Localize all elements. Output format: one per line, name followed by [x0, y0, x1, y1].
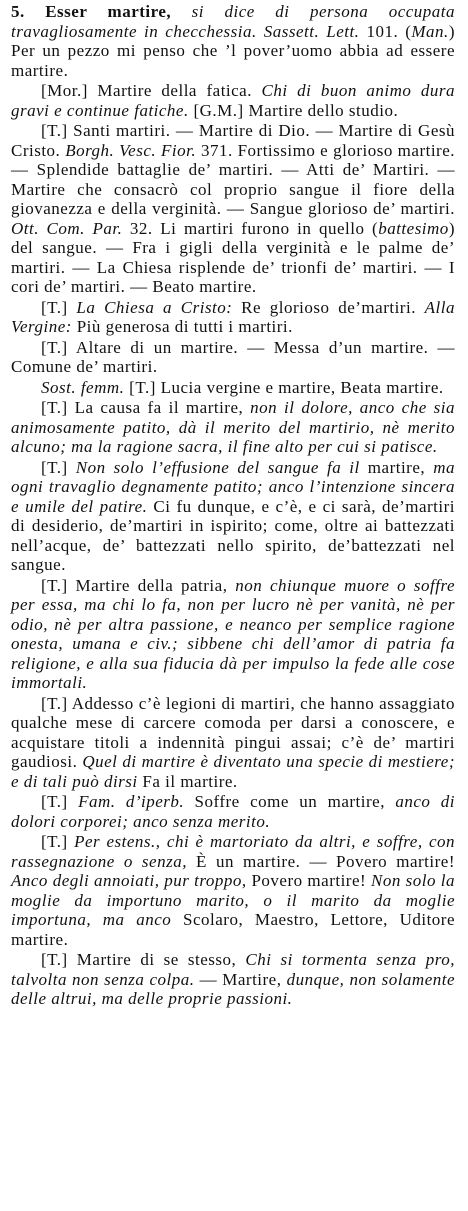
run: Scolaro, Maestro, Lettore, Uditore martire. — [11, 910, 455, 949]
run: La Chiesa a Cristo: — [76, 297, 233, 317]
run: battesimo — [378, 218, 449, 238]
run: [T.] — [41, 792, 79, 811]
paragraph-1 — [11, 2, 455, 80]
run: Non solo l’effusione del sangue fa il — [75, 457, 360, 477]
run: [G.M.] Martire dello studio. — [188, 100, 399, 120]
paragraph-6 — [11, 378, 455, 398]
paragraph-10 — [11, 694, 455, 792]
paragraph-13 — [11, 950, 455, 1009]
run: martire, — [359, 457, 434, 477]
run: [Mor.] Martire della fatica. — [41, 81, 262, 100]
run: — Martire, — [194, 969, 287, 989]
run: anco di dolori corporei; anco senza merito. — [11, 792, 455, 831]
run: È un martire. — Povero martire! — [186, 851, 455, 871]
paragraph-2 — [11, 81, 455, 120]
run: si dice di persona occupata travagliosamente in checchessia. Sassett. Lett. — [11, 2, 456, 41]
run: Fam. d’iperb. — [78, 792, 185, 811]
run: [T.] Altare di un martire. — Messa d’un martire. — Comune de’ martiri. — [11, 337, 455, 376]
run: 32. Li martiri furono in quello ( — [122, 218, 379, 238]
run: Anco degli annoiati, pur troppo, — [11, 871, 247, 890]
run: Non solo la moglie da importuno marito, o il marito da moglie importuna, ma anco — [11, 871, 455, 929]
paragraph-5 — [11, 338, 455, 377]
run: [T.] Addesso c’è legioni di martiri, che hanno assaggiato qualche mese di carcere comoda per darsi a conoscere, e acquistare titoli a indennità pingui assai; c’è de’ martiri gaudiosi. — [11, 693, 455, 771]
run: Più generosa di tutti i martiri. — [71, 317, 293, 336]
run: Ott. Com. Par. — [11, 218, 123, 238]
paragraph-7 — [11, 398, 455, 457]
run: Chi di buon animo dura gravi e continue fatiche. — [11, 81, 456, 120]
run: non chiunque muore o soffre per essa, ma chi lo fa, non per lucro nè per vanità, nè per odio, nè per altra passione, e neanco per semplice ragione onesta, umana e civ.; sibbene chi dell’amor di patria fa religione, e alla sua fiducia dà per impulso la fede alle cose immortali. — [11, 575, 455, 692]
run: Alla Vergine: — [11, 297, 456, 336]
run: ) del sangue. — Fra i gigli della verginità e le palme de’ martiri. — La Chiesa risplende de’ trionfi de’ martiri. — I cori de’ martiri. — Beato martire. — [11, 218, 455, 296]
run: Borgh. Vesc. Fior. — [65, 140, 197, 160]
run: [T.] — [41, 297, 77, 317]
paragraph-12 — [11, 832, 455, 949]
run: Fa il martire. — [137, 771, 238, 791]
run: Quel di martire è diventato una specie di mestiere; e di tali può dirsi — [11, 752, 455, 791]
run: [T.] Martire della patria, — [41, 575, 236, 595]
run: Re glorioso de’martiri. — [232, 297, 425, 317]
run: Ci fu dunque, e c’è, e ci sarà, de’martiri di desiderio, de’martiri in ispirito; come, oltre ai battezzati nell’acque, de’ battezzati nello spirito, de’battezzati nel sangue. — [11, 496, 456, 574]
run: [T.] — [41, 457, 76, 477]
run: Per estens., chi è martoriato da altri, e soffre, con rassegnazione o senza, — [11, 832, 455, 871]
run: Povero martire! — [246, 871, 371, 890]
run: [T.] Martire di se stesso, — [41, 950, 246, 969]
entry-heading: 5. Esser martire, — [11, 2, 192, 21]
run: [T.] — [41, 832, 75, 851]
run: non il dolore, anco che sia animosamente patito, dà il merito del martirio, nè merito alcuno; ma la ragione sacra, il fine alto per cui si patisce. — [11, 398, 455, 456]
run: [T.] Santi martiri. — Martire di Dio. — Martire di Gesù Cristo. — [11, 121, 455, 160]
paragraph-3 — [11, 121, 455, 297]
run: Sost. femm. — [41, 377, 125, 397]
run: [T.] La causa fa il martire, — [41, 398, 251, 417]
paragraph-9 — [11, 576, 455, 693]
run: ma ogni travaglio degnamente patito; anco l’intenzione sincera e umile del patire. — [11, 457, 455, 516]
run: Man. — [411, 21, 449, 41]
run: Soffre come un martire, — [184, 792, 396, 811]
run: [T.] Lucia vergine e martire, Beata martire. — [124, 377, 444, 397]
paragraph-4 — [11, 298, 455, 337]
paragraph-11 — [11, 792, 455, 831]
run: dunque, non solamente delle altrui, ma delle proprie passioni. — [11, 969, 456, 1008]
run: 101. ( — [366, 21, 412, 41]
run: ) Per un pezzo mi penso che ’l pover’uomo abbia ad essere martire. — [11, 21, 455, 80]
paragraph-8 — [11, 458, 455, 575]
run: 371. Fortissimo e glorioso martire. — Splendide battaglie de’ martiri. — Atti de’ Martiri. — Martire che consacrò col proprio sangue il fiore della giovanezza e della verginità. — Sangue glorioso de’ martiri. — [11, 140, 456, 218]
run: Chi si tormenta senza pro, talvolta non senza colpa. — [11, 950, 456, 989]
